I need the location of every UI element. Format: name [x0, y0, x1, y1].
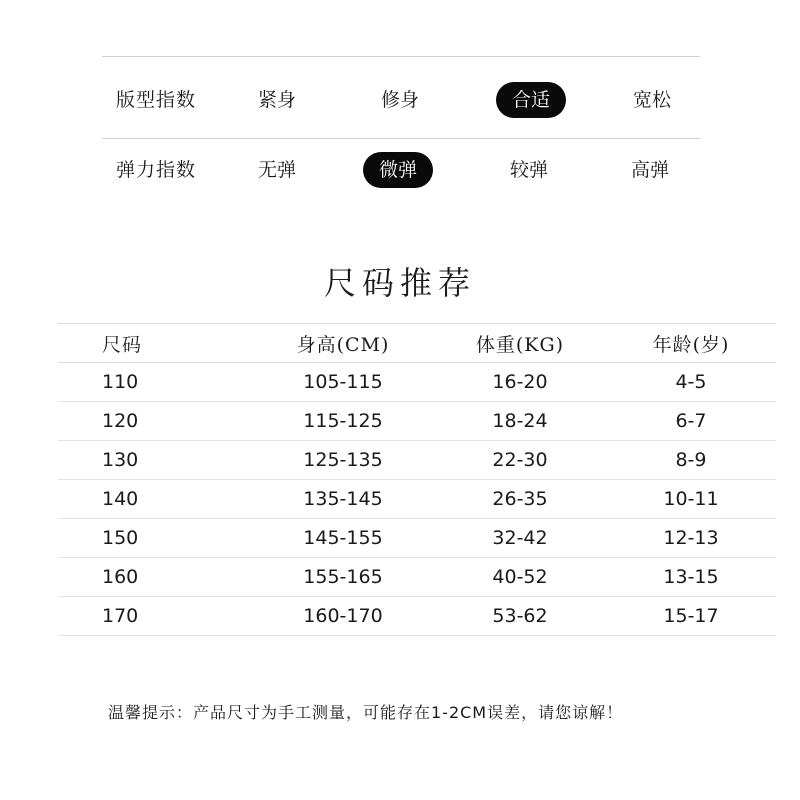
- cell-height: 105-115: [252, 363, 434, 402]
- cell-size: 120: [58, 402, 252, 441]
- cell-height: 135-145: [252, 480, 434, 519]
- elasticity-option-medium: 较弹: [509, 159, 548, 181]
- cell-size: 140: [58, 480, 252, 519]
- cell-age: 8-9: [606, 441, 776, 480]
- cell-size: 130: [58, 441, 252, 480]
- table-row: [58, 519, 776, 558]
- cell-age: 12-13: [606, 519, 776, 558]
- cell-size: 160: [58, 558, 252, 597]
- size-recommendation-title: 尺码推荐: [323, 264, 476, 302]
- cell-weight: 32-42: [434, 519, 606, 558]
- cell-height: 115-125: [252, 402, 434, 441]
- cell-age: 13-15: [606, 558, 776, 597]
- header-weight: 体重(KG): [434, 324, 606, 363]
- cell-weight: 22-30: [434, 441, 606, 480]
- cell-age: 15-17: [606, 597, 776, 636]
- size-table: [58, 323, 776, 636]
- cell-height: 155-165: [252, 558, 434, 597]
- cell-height: 160-170: [252, 597, 434, 636]
- cell-size: 110: [58, 363, 252, 402]
- size-table-header: [58, 324, 776, 363]
- cell-age: 10-11: [606, 480, 776, 519]
- cell-weight: 53-62: [434, 597, 606, 636]
- elasticity-option-none: 无弹: [257, 159, 296, 181]
- fit-option-regular-selected: 合适: [496, 82, 566, 118]
- elasticity-index-row: [102, 140, 700, 200]
- cell-height: 145-155: [252, 519, 434, 558]
- header-height: 身高(CM): [252, 324, 434, 363]
- header-size: 尺码: [58, 324, 252, 363]
- header-age: 年龄(岁): [606, 324, 776, 363]
- cell-weight: 40-52: [434, 558, 606, 597]
- cell-size: 170: [58, 597, 252, 636]
- cell-height: 125-135: [252, 441, 434, 480]
- table-row: [58, 441, 776, 480]
- measurement-note: 温馨提示：产品尺寸为手工测量，可能存在1-2CM误差，请您谅解！: [108, 703, 624, 722]
- cell-age: 6-7: [606, 402, 776, 441]
- table-row: [58, 558, 776, 597]
- elasticity-option-slight-selected: 微弹: [363, 152, 433, 188]
- middle-divider: [102, 138, 700, 139]
- table-row: [58, 480, 776, 519]
- fit-index-row: [102, 70, 700, 130]
- cell-weight: 26-35: [434, 480, 606, 519]
- cell-age: 4-5: [606, 363, 776, 402]
- table-row: [58, 402, 776, 441]
- elasticity-index-label: 弹力指数: [116, 159, 197, 181]
- table-row: [58, 363, 776, 402]
- elasticity-option-high: 高弹: [630, 159, 669, 181]
- fit-option-tight: 紧身: [257, 89, 296, 111]
- cell-weight: 16-20: [434, 363, 606, 402]
- top-divider: [102, 56, 700, 57]
- table-row: [58, 597, 776, 636]
- fit-index-label: 版型指数: [116, 89, 197, 111]
- fit-option-slim: 修身: [380, 89, 419, 111]
- cell-weight: 18-24: [434, 402, 606, 441]
- fit-option-loose: 宽松: [632, 89, 671, 111]
- cell-size: 150: [58, 519, 252, 558]
